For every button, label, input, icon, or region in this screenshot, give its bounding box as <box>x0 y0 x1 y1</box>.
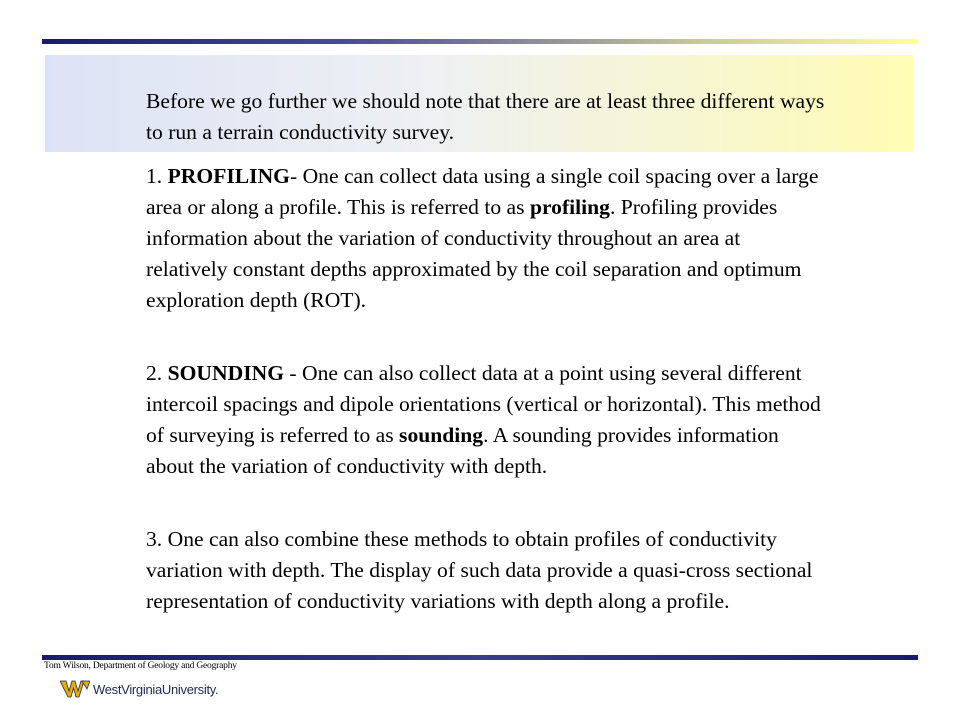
item-separator: - <box>284 361 302 385</box>
item-number: 3. <box>146 527 163 551</box>
footer-credit: Tom Wilson, Department of Geology and Geography <box>44 661 237 671</box>
item-text-a: One can also collect data at a point using several different intercoil spacings and dipole orientations (vertical or horizontal). This method of surveying is referred to as <box>146 361 821 447</box>
item-text-a: One can collect data using a single coil spacing over a large area or along a profile. This is referred to as <box>146 164 819 219</box>
item-text-b: . A sounding provides information about the variation of conductivity with depth. <box>146 423 779 478</box>
item-term: PROFILING <box>167 164 290 188</box>
intro-paragraph: Before we go further we should note that there are at least three different ways to run a terrain conductivity survey. <box>146 89 825 144</box>
bottom-divider <box>42 655 918 660</box>
wvu-logo-text: WestVirginiaUniversity. <box>93 681 219 697</box>
item-text-b: . Profiling provides information about the variation of conductivity throughout an area at relatively constant depths approximated by the coil separation and optimum exploration depth (ROT). <box>146 195 802 312</box>
item-sounding <box>146 358 826 482</box>
item-number: 2. <box>146 361 163 385</box>
item-term: SOUNDING <box>167 361 284 385</box>
top-divider <box>42 39 918 44</box>
item-combined <box>146 524 826 617</box>
item-text: One can also combine these methods to obtain profiles of conductivity variation with depth. The display of such data provide a quasi-cross sectional representation of conductivity variations with depth along a profile. <box>146 527 813 613</box>
item-number: 1. <box>146 164 163 188</box>
item-separator: - <box>289 164 303 188</box>
item-term-inline: profiling <box>529 195 610 219</box>
item-term-inline: sounding <box>399 423 484 447</box>
item-profiling <box>146 161 826 316</box>
wvu-logo <box>60 678 218 700</box>
wvu-flying-wv-icon <box>60 679 90 699</box>
